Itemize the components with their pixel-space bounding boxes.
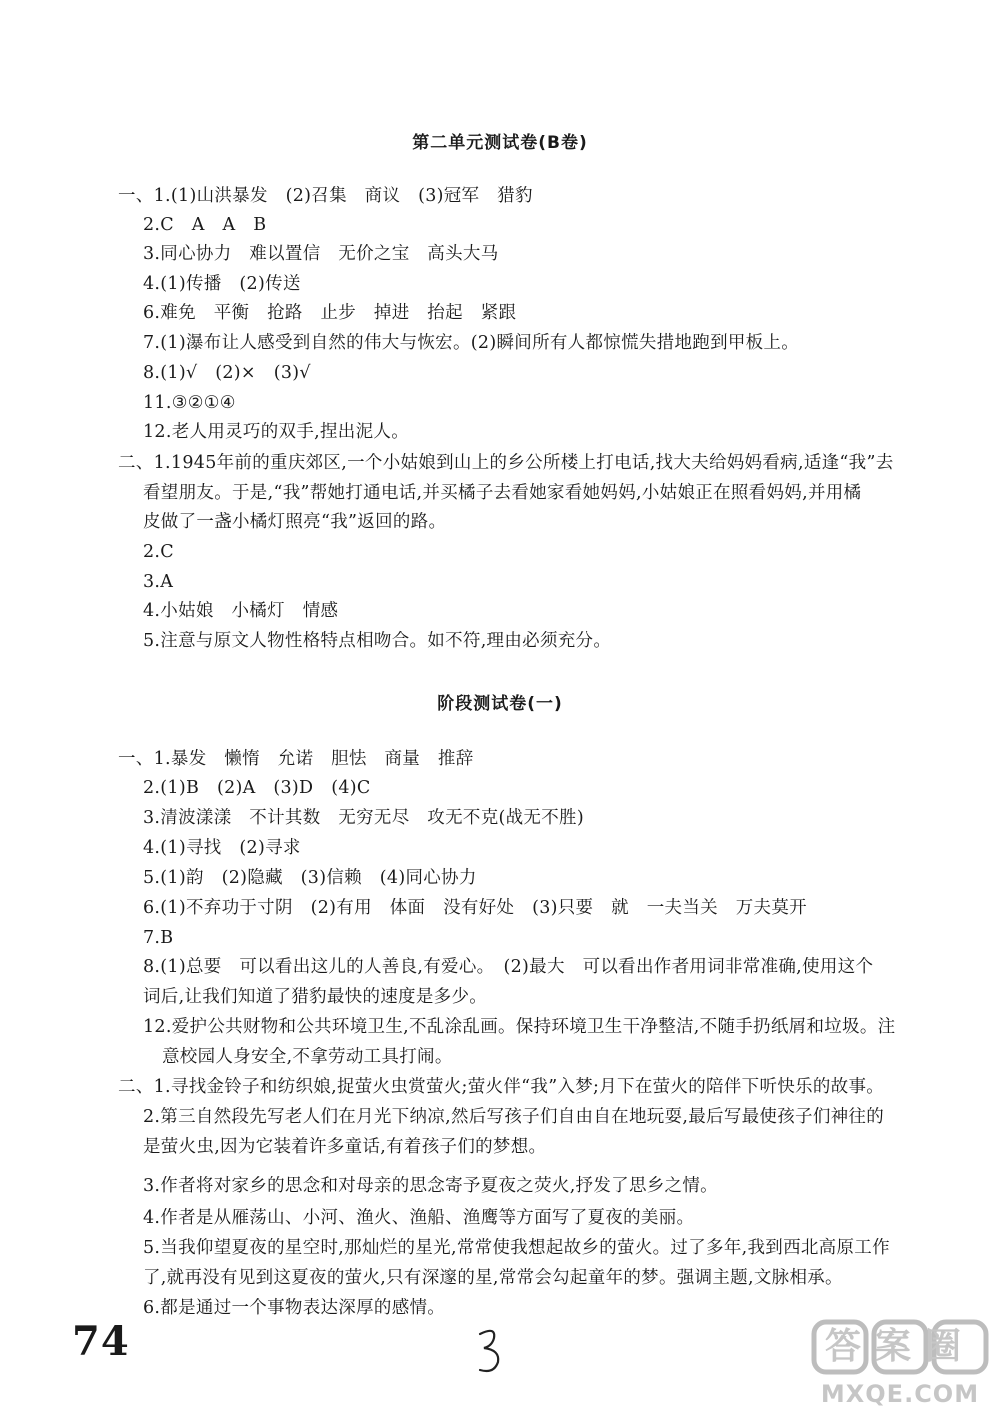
watermark-logo-icon bbox=[808, 1318, 993, 1410]
answer-line: 一、1.暴发 懒惰 允诺 胆怯 商量 推辞 bbox=[118, 749, 474, 769]
answer-line: 8.(1)√ (2)× (3)√ bbox=[143, 363, 311, 383]
answer-line: 看望朋友。于是,“我”帮她打通电话,并买橘子去看她家看她妈妈,小姑娘正在照看妈妈,并用橘 bbox=[143, 483, 862, 503]
answer-line: 6.难免 平衡 抢路 止步 掉进 抬起 紧跟 bbox=[143, 303, 517, 323]
answer-line: 二、1.寻找金铃子和纺织娘,捉萤火虫赏萤火;萤火伴“我”入梦;月下在萤火的陪伴下听快乐的故事。 bbox=[118, 1077, 885, 1097]
answer-line: 5.当我仰望夏夜的星空时,那灿烂的星光,常常使我想起故乡的萤火。过了多年,我到西北高原工作 bbox=[143, 1238, 890, 1258]
answer-line: 3.作者将对家乡的思念和对母亲的思念寄予夏夜之荧火,抒发了思乡之情。 bbox=[143, 1176, 718, 1196]
answer-line: 7.B bbox=[143, 928, 174, 948]
answer-line: 12.爱护公共财物和公共环境卫生,不乱涂乱画。保持环境卫生干净整洁,不随手扔纸屑和垃圾。注 bbox=[143, 1017, 896, 1037]
answer-line: 皮做了一盏小橘灯照亮“我”返回的路。 bbox=[143, 512, 447, 532]
answer-line: 二、1.1945年前的重庆郊区,一个小姑娘到山上的乡公所楼上打电话,找大夫给妈妈看病,适逢“我”去 bbox=[118, 453, 894, 473]
answer-line: 2.C bbox=[143, 542, 174, 562]
answer-line: 7.(1)瀑布让人感受到自然的伟大与恢宏。(2)瞬间所有人都惊慌失措地跑到甲板上。 bbox=[143, 333, 800, 353]
answer-line: 2.(1)B (2)A (3)D (4)C bbox=[143, 778, 371, 798]
answer-line: 5.(1)韵 (2)隐藏 (3)信赖 (4)同心协力 bbox=[143, 868, 477, 888]
answer-line: 4.(1)传播 (2)传送 bbox=[143, 274, 301, 294]
section-title-stage-test-1: 阶段测试卷(一) bbox=[437, 694, 563, 714]
answer-line: 11.③②①④ bbox=[143, 393, 236, 413]
answer-line: 是萤火虫,因为它装着许多童话,有着孩子们的梦想。 bbox=[143, 1137, 547, 1157]
answer-line: 6.(1)不弃功于寸阴 (2)有用 体面 没有好处 (3)只要 就 一夫当关 万夫莫开 bbox=[143, 898, 807, 918]
watermark-text-top: 答案圈 bbox=[824, 1326, 976, 1367]
answer-line: 6.都是通过一个事物表达深厚的感情。 bbox=[143, 1298, 446, 1318]
answer-line: 意校园人身安全,不拿劳动工具打闹。 bbox=[162, 1047, 453, 1067]
page-number: 74 bbox=[72, 1318, 130, 1365]
answer-line: 5.注意与原文人物性格特点相吻合。如不符,理由必须充分。 bbox=[143, 631, 612, 651]
answer-line: 3.A bbox=[143, 572, 174, 592]
answer-line: 2.第三自然段先写老人们在月光下纳凉,然后写孩子们自由自在地玩耍,最后写最使孩子们神往的 bbox=[143, 1107, 885, 1127]
answer-line: 词后,让我们知道了猎豹最快的速度是多少。 bbox=[143, 987, 488, 1007]
answer-line: 3.同心协力 难以置信 无价之宝 高头大马 bbox=[143, 244, 499, 264]
watermark-text-bottom: MXQE.COM bbox=[820, 1380, 980, 1408]
handwritten-mark-icon bbox=[470, 1320, 510, 1380]
answer-line: 3.清波漾漾 不计其数 无穷无尽 攻无不克(战无不胜) bbox=[143, 808, 584, 828]
answer-line: 了,就再没有见到这夏夜的萤火,只有深邃的星,常常会勾起童年的梦。强调主题,文脉相承。 bbox=[143, 1268, 843, 1288]
answer-line: 12.老人用灵巧的双手,捏出泥人。 bbox=[143, 422, 409, 442]
answer-line: 4.小姑娘 小橘灯 情感 bbox=[143, 601, 339, 621]
answer-line: 8.(1)总要 可以看出这儿的人善良,有爱心。 (2)最大 可以看出作者用词非常准确,使用这个 bbox=[143, 957, 874, 977]
answer-line: 2.C A A B bbox=[143, 215, 267, 235]
section-title-unit2-b: 第二单元测试卷(B卷) bbox=[412, 133, 588, 153]
answer-line: 一、1.(1)山洪暴发 (2)召集 商议 (3)冠军 猎豹 bbox=[118, 186, 533, 206]
answer-line: 4.作者是从雁荡山、小河、渔火、渔船、渔鹰等方面写了夏夜的美丽。 bbox=[143, 1208, 695, 1228]
answer-line: 4.(1)寻找 (2)寻求 bbox=[143, 838, 301, 858]
